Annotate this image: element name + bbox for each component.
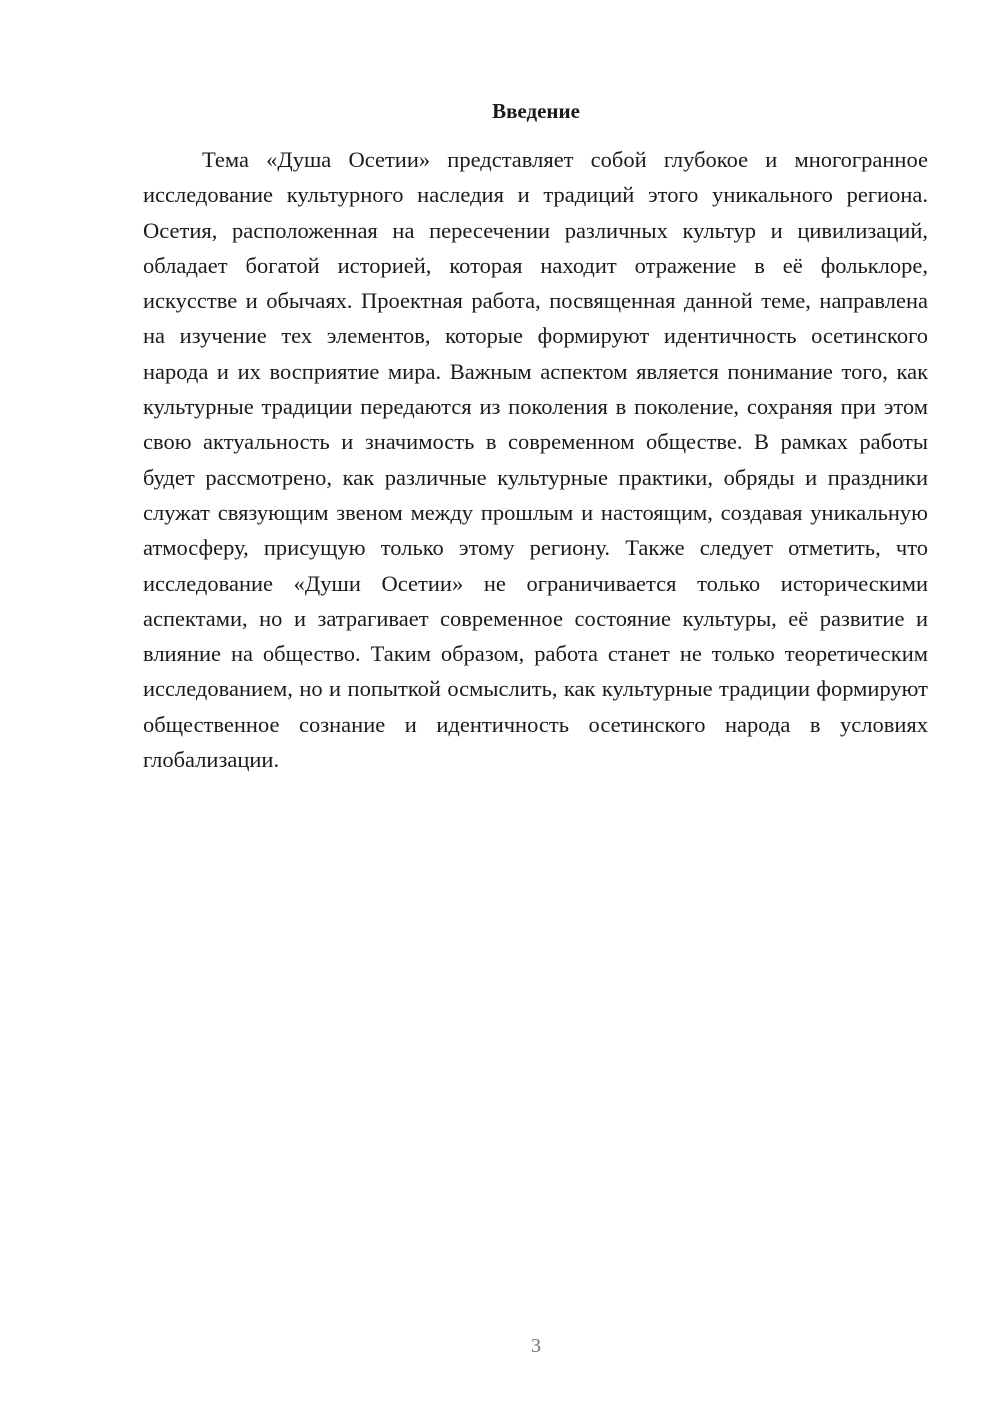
section-heading: Введение [492, 99, 580, 123]
body-paragraph: Тема «Душа Осетии» представляет собой глубокое и многогранное исследование культурного наследия и традиций этого уникального региона. Осетия, расположенная на пересечении различных культур и цивилизаций, обладает богатой историей, которая находит отражение в её фольклоре, искусстве и обычаях. Проектная работа, посвященная данной теме, направлена на изучение тех элементов, которые формируют идентичность осетинского народа и их восприятие мира. Важным аспектом является понимание того, как культурные традиции передаются из поколения в поколение, сохраняя при этом свою актуальность и значимость в современном обществе. В рамках работы будет рассмотрено, как различные культурные практики, обряды и праздники служат связующим звеном между прошлым и настоящим, создавая уникальную атмосферу, присущую только этому региону. Также следует отметить, что исследование «Души Осетии» не ограничивается только историческими аспектами, но и затрагивает современное состояние культуры, её развитие и влияние на общество. Таким образом, работа станет не только теоретическим исследованием, но и попыткой осмыслить, как культурные традиции формируют общественное сознание и идентичность осетинского народа в условиях глобализации. [143, 147, 928, 773]
page-number: 3 [531, 1335, 541, 1357]
